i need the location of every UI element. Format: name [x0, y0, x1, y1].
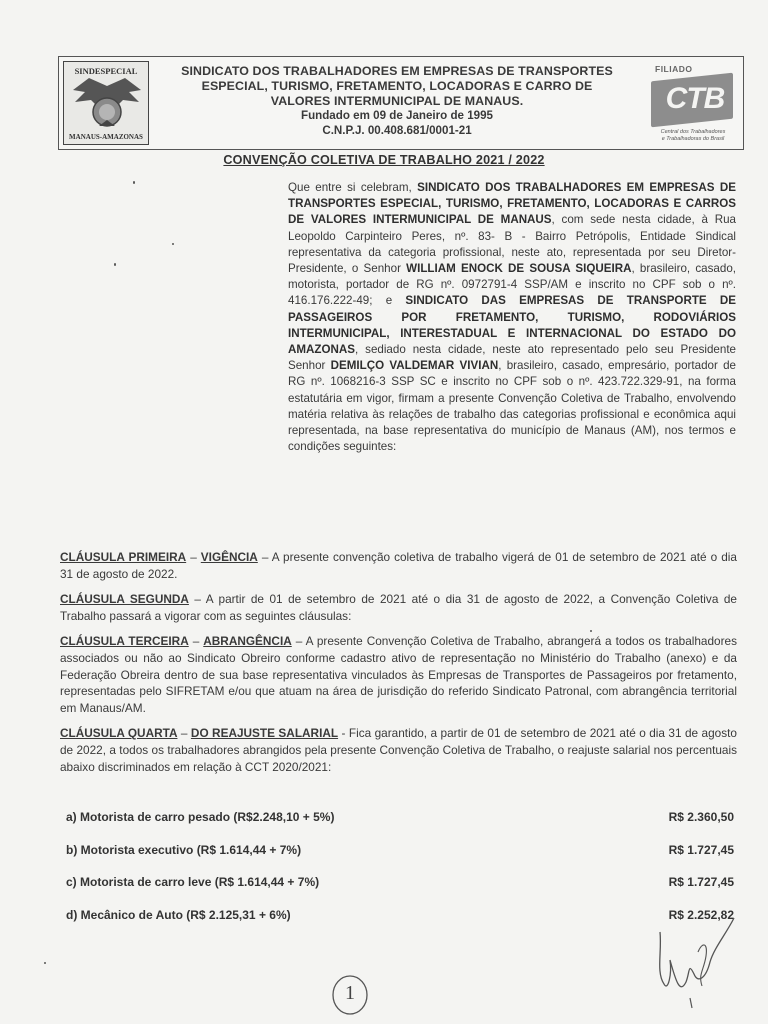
scan-speck — [590, 630, 592, 632]
clause-label: CLÁUSULA TERCEIRA — [60, 634, 189, 649]
org-name-line-3: VALORES INTERMUNICIPAL DE MANAUS. — [270, 94, 524, 108]
logo-top-text: SINDESPECIAL — [74, 66, 138, 76]
preamble-text-5: , brasileiro, casado, empresário, portador de RG nº. 1068216-3 SSP SC e inscrito no CPF sob o nº. 423.722.329-91, na forma estatutária em vigor, firmam a presente Convenção Coletiva de Trabalho, envolvendo matéria relativa às relações de trabalho das categorias profissional e econômica aqui representada, na base representativa do município de Manaus (AM), nos termos e condições seguintes: — [288, 359, 737, 454]
preamble-text-2: , com sede nesta cidade, à Rua Leopoldo Carpinteiro Peres, nº. 83- B - Bairro Petrópolis, Entidade Sindical representativa da categoria profissional, neste ato, representada por seu Diretor-Presidente, o Senhor — [288, 213, 736, 276]
clause-label: CLÁUSULA PRIMEIRA — [60, 550, 187, 564]
clause-terceira: CLÁUSULA TERCEIRA – ABRANGÊNCIA – A presente Convenção Coletiva de Trabalho, abrangerá a todos os trabalhadores associados ou não ao Sindicato Obreiro conforme cadastro ativo de representação no Ministério do Trabalho (anexo) e da Federação Obreira dentro de sua base representativa vinculados às Empresas de Transportes de Passageiros por fretamento, representadas pelo SIFRETAM e/ou que atuam na área de jurisdição do referido Sindicato Patronal, com abrangência territorial em Manaus/AM. — [60, 634, 738, 715]
logo-bottom-text: MANAUS-AMAZONAS — [69, 133, 143, 141]
clause-text: – A partir de 01 de setembro de 2021 até o dia 31 de agosto de 2022, a Convenção Coletiva de Trabalho passará a vigorar com as seguintes cláusulas: — [60, 592, 737, 623]
founded-date: Fundado em 09 de Janeiro de 1995 — [300, 109, 493, 122]
clause-text: - Fica garantido, a partir de 01 de setembro de 2021 até o dia 31 de agosto de 2022, a todos os trabalhadores abrangidos pela presente Convenção Coletiva de Trabalho, o reajuste salarial nos percentuais abaixo discriminados em relação à CCT 2020/2021: — [60, 726, 737, 774]
salary-item: a) Motorista de carro pesado (R$2.248,10 + 5%) — [66, 810, 335, 824]
salary-table — [66, 810, 750, 940]
ctb-tagline — [649, 129, 737, 143]
salary-value: R$ 2.252,82 — [668, 907, 734, 922]
preamble-text-4: , sediado nesta cidade, neste ato representado pelo seu Presidente Senhor — [288, 343, 736, 373]
scan-speck — [114, 263, 116, 266]
salary-item: c) Motorista de carro leve (R$ 1.614,44 + 7%) — [66, 875, 320, 889]
scan-speck — [172, 243, 174, 245]
preamble-text-1: Que entre si celebram, — [288, 181, 418, 194]
salary-value: R$ 1.727,45 — [668, 875, 734, 889]
clause-primeira: CLÁUSULA PRIMEIRA – VIGÊNCIA – A presente convenção coletiva de trabalho vigerá de 01 de setembro de 2021 até o dia 31 de agosto de 2022. — [60, 550, 737, 581]
workers-union-name: SINDICATO DOS TRABALHADORES EM EMPRESAS DE TRANSPORTES ESPECIAL, TURISMO, FRETAMENTO, LOCADORAS E CARROS DE VALORES INTERMUNICIPAL DE MANAUS — [288, 181, 736, 227]
employers-president-name: DEMILÇO VALDEMAR VIVIAN — [330, 359, 499, 373]
salary-item: b) Motorista executivo (R$ 1.614,44 + 7%) — [66, 842, 302, 857]
clause-text: – A presente convenção coletiva de trabalho vigerá de 01 de setembro de 2021 até o dia 31 de agosto de 2022. — [60, 550, 737, 581]
employers-union-name: SINDICATO DAS EMPRESAS DE TRANSPORTE DE PASSAGEIROS POR FRETAMENTO, TURISMO, RODOVIÁRIOS INTERMUNICIPAL, INTERESTADUAL E INTERNACIONAL DO ESTADO DO AMAZONAS — [288, 294, 736, 357]
clause-subtitle: ABRANGÊNCIA — [203, 634, 292, 649]
page-number-text: 1 — [345, 982, 355, 1004]
workers-president-name: WILLIAM ENOCK DE SOUSA SIQUEIRA — [406, 262, 632, 276]
salary-row — [66, 843, 750, 876]
letterhead — [58, 56, 744, 150]
ctb-wordmark: CTB — [665, 82, 725, 115]
scan-speck — [44, 962, 46, 964]
clause-subtitle: VIGÊNCIA — [200, 550, 258, 564]
eagle-emblem-icon — [69, 76, 145, 132]
salary-value: R$ 1.727,45 — [668, 842, 734, 857]
salary-row — [66, 908, 750, 941]
organization-block — [155, 64, 639, 138]
preamble-paragraph — [288, 180, 736, 455]
ctb-tagline-line-1: Central dos Trabalhadores — [660, 129, 726, 135]
handwritten-signature — [650, 912, 740, 1012]
clause-text: – A presente Convenção Coletiva de Trabalho, abrangerá a todos os trabalhadores associados ou não ao Sindicato Obreiro conforme cadastro ativo de representação no Ministério do Trabalho (anexo) e da Federação Obreira dentro de sua base representativa vinculados às Empresas de Transportes de Passageiros por fretamento, representadas pelo SIFRETAM e/ou que atuam na área de jurisdição do referido Sindicato Patronal, com abrangência territorial em Manaus/AM. — [60, 634, 738, 715]
sindespecial-logo — [63, 61, 149, 145]
salary-row — [66, 810, 750, 843]
page-number — [330, 972, 370, 1016]
org-name-line-1: SINDICATO DOS TRABALHADORES EM EMPRESAS DE TRANSPORTES — [181, 64, 613, 78]
clause-label: CLÁUSULA SEGUNDA — [60, 592, 189, 607]
scan-speck — [133, 181, 135, 184]
clause-label: CLÁUSULA QUARTA — [60, 726, 178, 741]
org-name-line-2: ESPECIAL, TURISMO, FRETAMENTO, LOCADORAS E CARRO DE — [201, 79, 593, 93]
clause-subtitle: DO REAJUSTE SALARIAL — [190, 726, 339, 741]
document-title: CONVENÇÃO COLETIVA DE TRABALHO 2021 / 2022 — [223, 153, 545, 167]
clause-quarta: CLÁUSULA QUARTA – DO REAJUSTE SALARIAL - Fica garantido, a partir de 01 de setembro de 2021 até o dia 31 de agosto de 2022, a todos os trabalhadores abrangidos pela presente Convenção Coletiva de Trabalho, o reajuste salarial nos percentuais abaixo discriminados em relação à CCT 2020/2021: — [60, 726, 737, 774]
salary-value: R$ 2.360,50 — [668, 810, 734, 824]
ctb-logo — [647, 63, 737, 145]
cnpj-number: C.N.P.J. 00.408.681/0001-21 — [322, 123, 472, 137]
clauses-section — [60, 549, 737, 784]
ctb-tagline-line-2: e Trabalhadoras do Brasil — [661, 136, 725, 142]
clause-segunda — [60, 591, 737, 624]
preamble-text-3: , brasileiro, casado, motorista, portador de RG nº. 0972791-4 SSP/AM e inscrito no CPF sob o nº. 416.176.222-49; e — [288, 262, 736, 308]
salary-item: d) Mecânico de Auto (R$ 2.125,31 + 6%) — [66, 907, 291, 922]
salary-row — [66, 875, 750, 908]
filiado-label: FILIADO — [655, 64, 693, 74]
